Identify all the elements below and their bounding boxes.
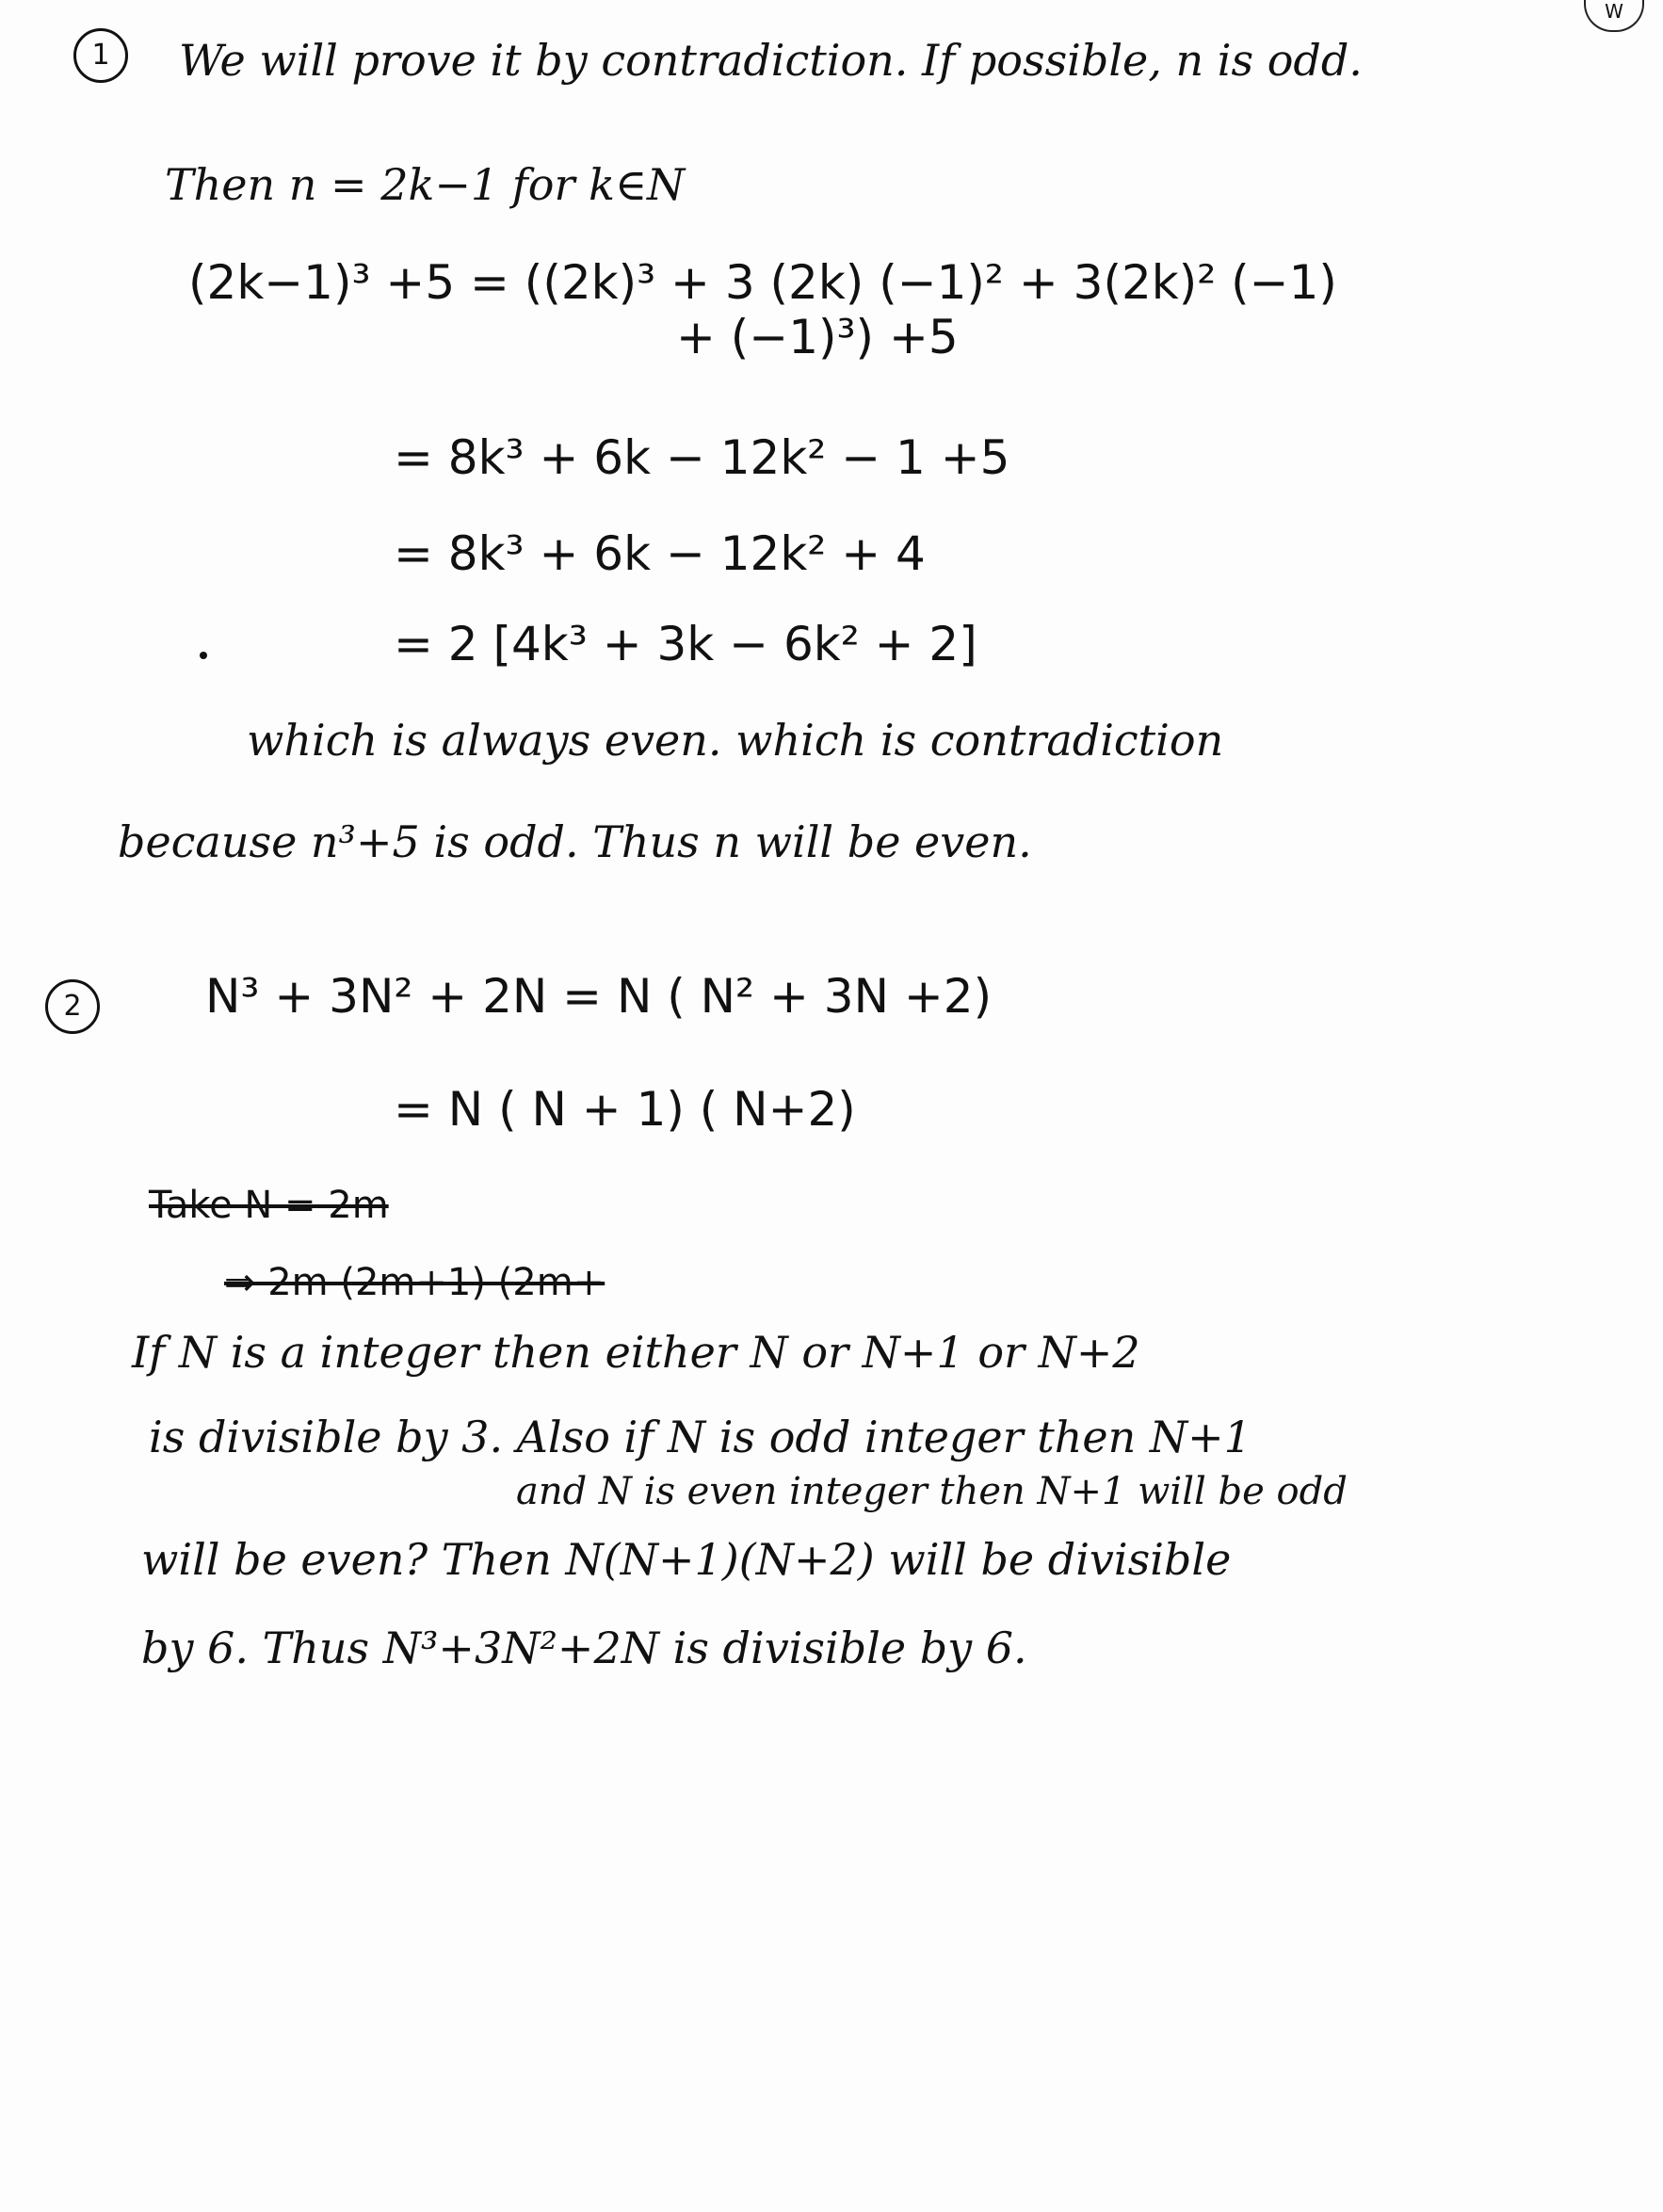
q1-line-6: = 8k³ + 6k − 12k² + 4 bbox=[394, 526, 926, 581]
q1-line-3: (2k−1)³ +5 = ((2k)³ + 3 (2k) (−1)² + 3(2k)² (−1) bbox=[188, 255, 1337, 310]
q1-line-4: + (−1)³) +5 bbox=[676, 310, 959, 364]
q2-line-1: N³ + 3N² + 2N = N ( N² + 3N +2) bbox=[205, 969, 993, 1024]
q2-line-2: = N ( N + 1) ( N+2) bbox=[394, 1082, 856, 1137]
q1-line-5: = 8k³ + 6k − 12k² − 1 +5 bbox=[394, 430, 1010, 485]
q2-line-5: and N is even integer then N+1 will be odd bbox=[516, 1470, 1348, 1513]
q1-line-1: We will prove it by contradiction. If possible, n is odd. bbox=[179, 35, 1363, 86]
corner-stamp: W bbox=[1584, 0, 1644, 32]
q2-line-6: will be even? Then N(N+1)(N+2) will be divisible bbox=[141, 1534, 1232, 1585]
stray-dot bbox=[200, 652, 207, 659]
q2-struck-line-2: ⇒ 2m (2m+1) (2m+ bbox=[224, 1261, 605, 1304]
q1-line-7: = 2 [4k³ + 3k − 6k² + 2] bbox=[394, 617, 977, 671]
q2-line-7: by 6. Thus N³+3N²+2N is divisible by 6. bbox=[141, 1623, 1027, 1673]
q1-line-2: Then n = 2k−1 for k∈N bbox=[165, 159, 686, 210]
question-2-number: 2 bbox=[45, 979, 100, 1034]
q1-line-8: which is always even. which is contradiction bbox=[247, 715, 1224, 766]
question-1-number: 1 bbox=[73, 28, 128, 83]
q1-line-9: because n³+5 is odd. Thus n will be even. bbox=[118, 816, 1032, 867]
q2-line-4: is divisible by 3. Also if N is odd integer then N+1 bbox=[149, 1412, 1251, 1462]
q2-line-3: If N is a integer then either N or N+1 or N+2 bbox=[132, 1327, 1140, 1378]
q2-struck-line-1: Take N = 2m bbox=[149, 1184, 389, 1227]
